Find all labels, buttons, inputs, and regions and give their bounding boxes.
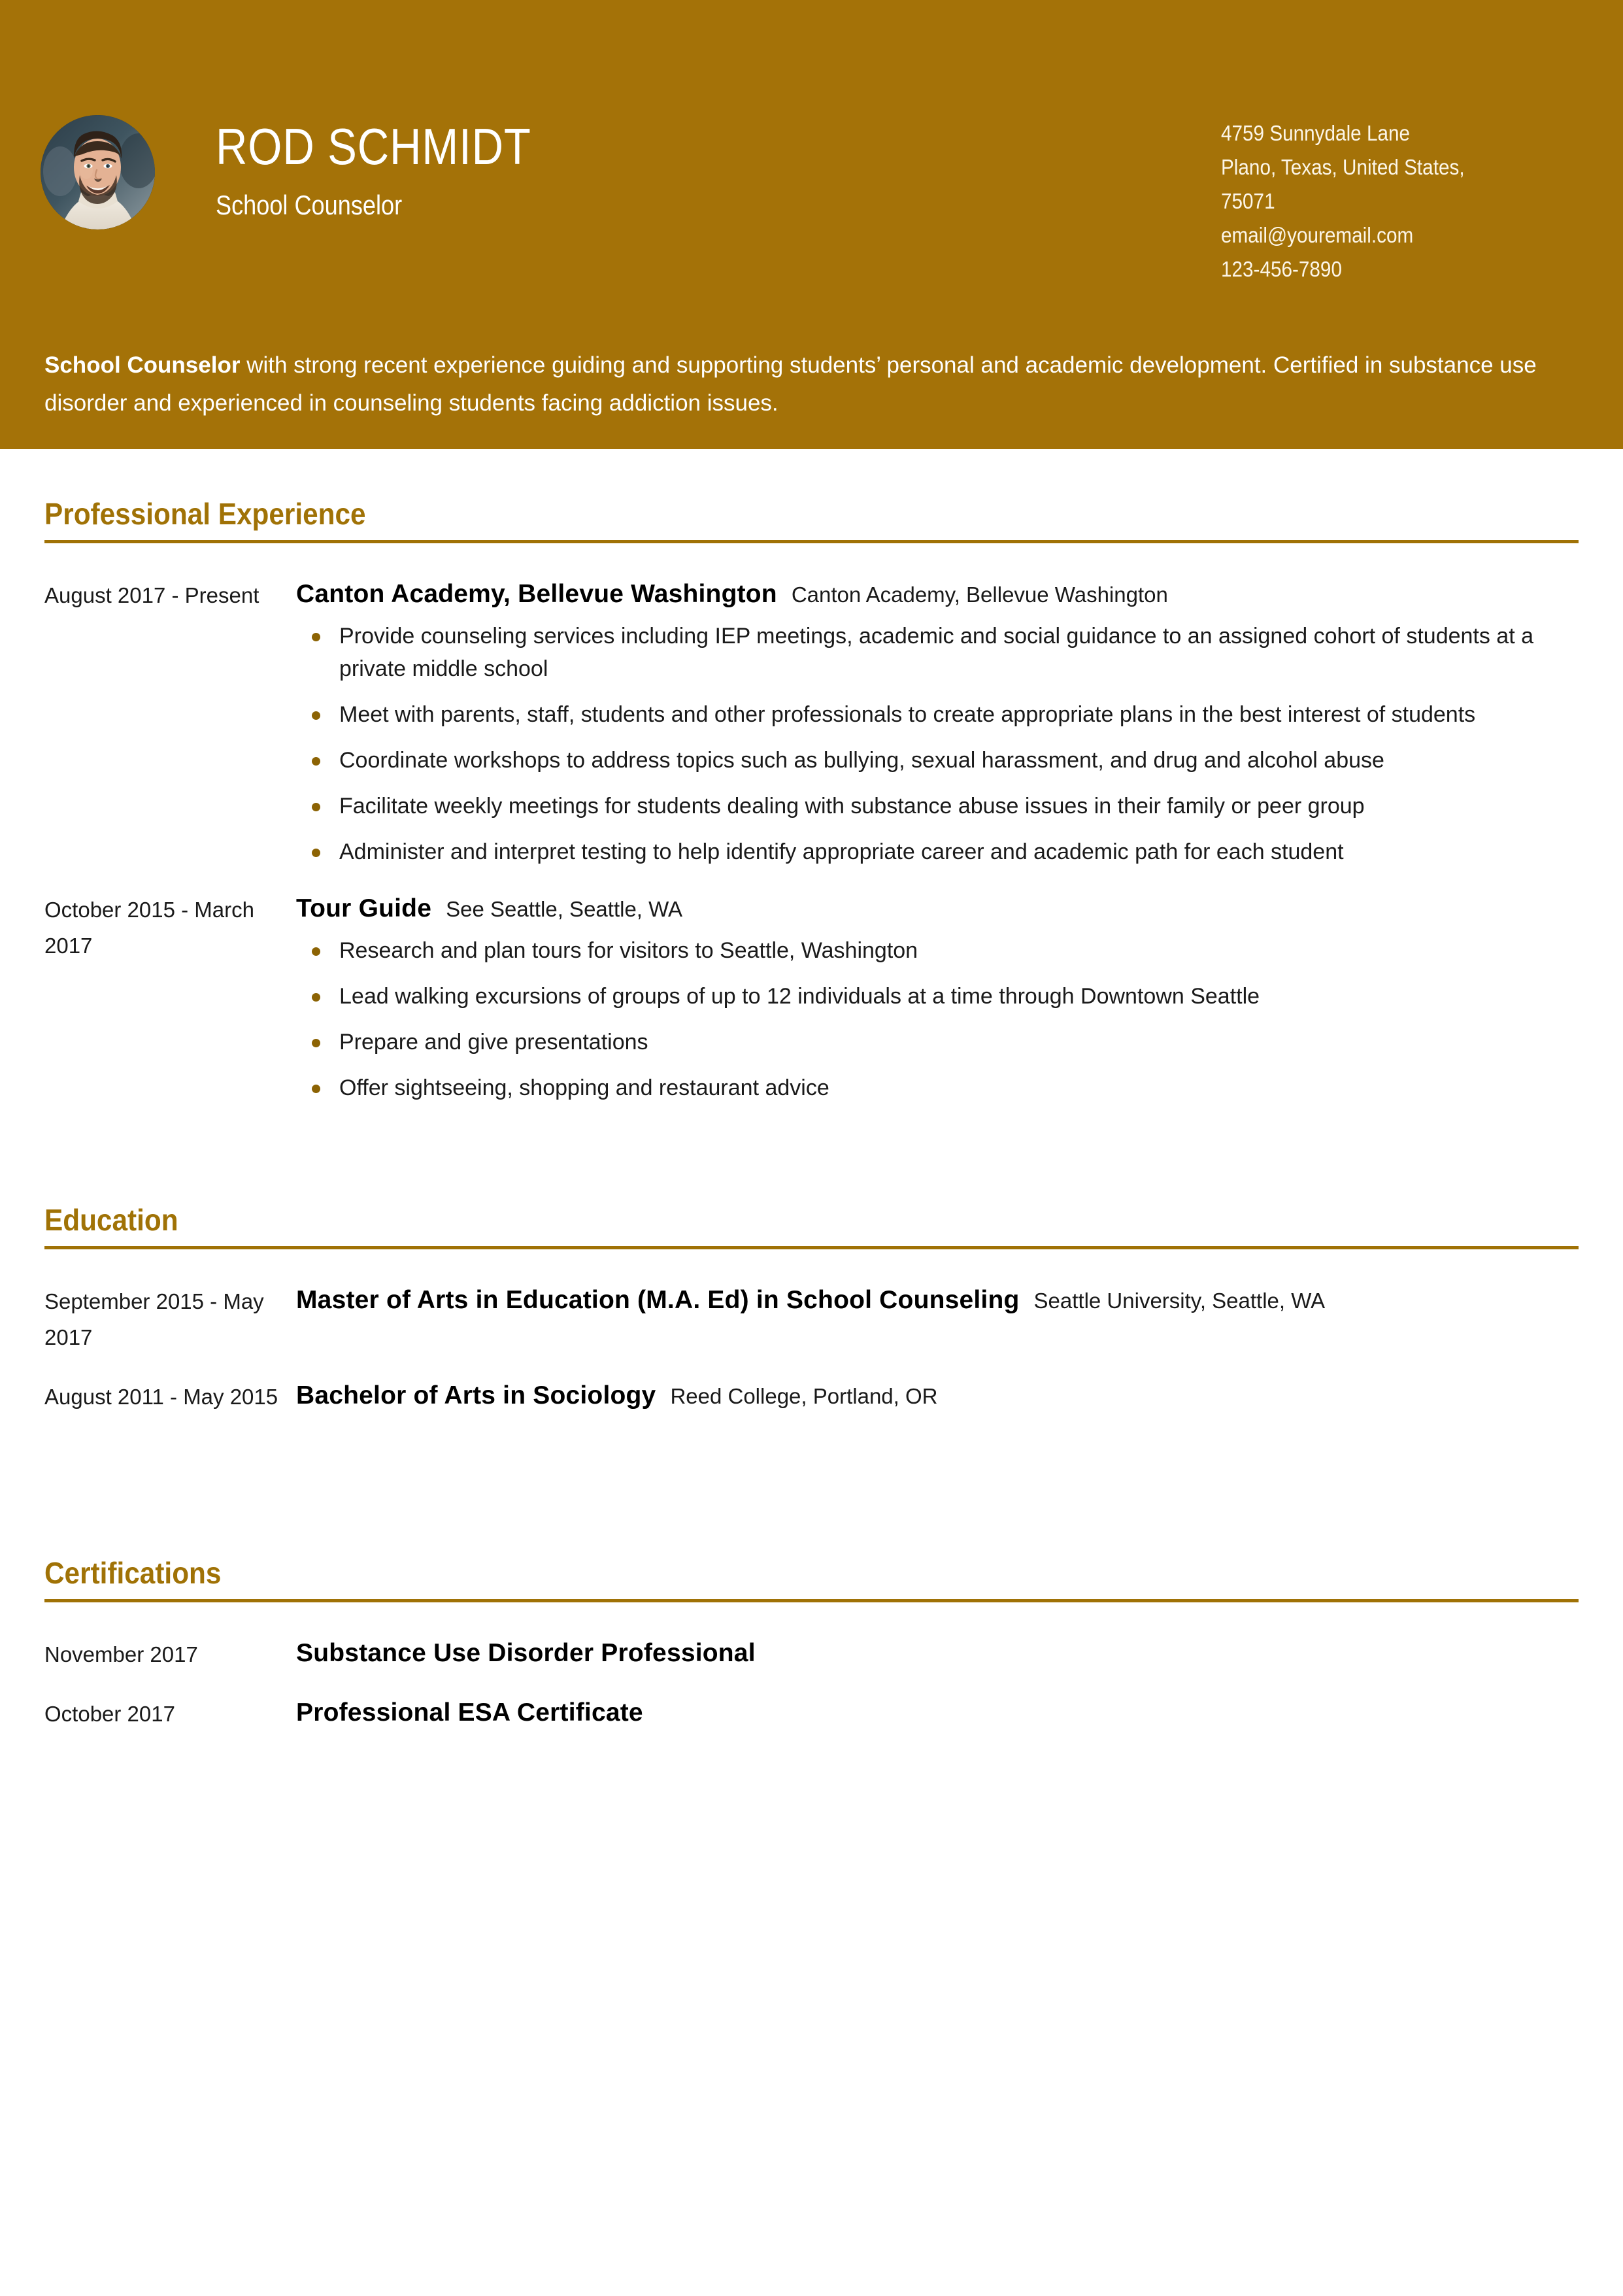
bullet-text: Meet with parents, staff, students and other professionals to create appropriate plans in the best interest of students — [339, 702, 1476, 727]
bullet-text: Administer and interpret testing to help identify appropriate career and academic path for each student — [339, 839, 1344, 864]
bullet-text: Coordinate workshops to address topics such as bullying, sexual harassment, and drug and alcohol abuse — [339, 748, 1384, 773]
entry-body — [296, 1283, 1579, 1318]
bullet-text: Research and plan tours for visitors to Seattle, Washington — [339, 938, 918, 963]
section-title-certifications: Certifications — [44, 1556, 222, 1590]
entry-body — [296, 1636, 1579, 1670]
entry-body — [296, 577, 1579, 868]
section-divider — [44, 1599, 1579, 1602]
entry-subtitle: See Seattle, Seattle, WA — [446, 897, 683, 921]
avatar — [41, 115, 155, 229]
list-item — [296, 980, 1579, 1013]
entry — [44, 1636, 1579, 1672]
bullet-text: Lead walking excursions of groups of up to 12 individuals at a time through Downtown Seattle — [339, 984, 1260, 1009]
bullet-dot-icon — [312, 803, 320, 811]
entry-date: August 2017 - Present — [44, 583, 259, 607]
entry-subtitle: Seattle University, Seattle, WA — [1033, 1289, 1326, 1313]
entry-date: October 2015 - March 2017 — [44, 898, 254, 958]
entry-heading — [296, 1696, 1579, 1730]
entry — [44, 1696, 1579, 1732]
section-education — [44, 1203, 1579, 1415]
section-title-education: Education — [44, 1203, 178, 1237]
header-band — [0, 0, 1623, 449]
bullet-dot-icon — [312, 757, 320, 766]
entry-org: Tour Guide — [296, 894, 432, 922]
name-block — [216, 119, 1131, 221]
contact-address-line1: 4759 Sunnydale Lane — [1221, 121, 1411, 145]
bullet-list — [296, 934, 1579, 1104]
entry-body — [296, 892, 1579, 1104]
entry-date: September 2015 - May 2017 — [44, 1289, 264, 1349]
section-divider — [44, 1246, 1579, 1249]
section-divider — [44, 540, 1579, 543]
list-item — [296, 934, 1579, 967]
entry-heading — [296, 892, 1579, 926]
job-title: School Counselor — [216, 190, 403, 220]
bullet-dot-icon — [312, 993, 320, 1002]
entry-org: Substance Use Disorder Professional — [296, 1639, 756, 1667]
list-item — [296, 1072, 1579, 1104]
entry-org: Professional ESA Certificate — [296, 1698, 643, 1727]
summary-rest-text: with strong recent experience guiding and supporting students’ personal and academic development. Certified in substance use disorder and experienced in counseling students facing addiction issues. — [44, 352, 1537, 416]
contact-address-line2: Plano, Texas, United States, — [1221, 155, 1465, 179]
entry-date: November 2017 — [44, 1642, 198, 1666]
entry-date: August 2011 - May 2015 — [44, 1385, 278, 1409]
bullet-dot-icon — [312, 1085, 320, 1093]
contact-phone[interactable]: 123-456-7890 — [1221, 257, 1342, 281]
list-item — [296, 744, 1579, 777]
entry-date: October 2017 — [44, 1702, 175, 1726]
contact-zip: 75071 — [1221, 189, 1275, 213]
entry — [44, 892, 1579, 1104]
bullet-text: Provide counseling services including IEP meetings, academic and social guidance to an assigned cohort of students at a private middle school — [339, 624, 1534, 681]
bullet-dot-icon — [312, 711, 320, 720]
section-certifications — [44, 1556, 1579, 1732]
entry — [44, 1283, 1579, 1355]
entry-org: Canton Academy, Bellevue Washington — [296, 580, 777, 608]
entry-body — [296, 1379, 1579, 1413]
section-title-professional-experience: Professional Experience — [44, 497, 366, 531]
bullet-dot-icon — [312, 947, 320, 956]
entry-org: Bachelor of Arts in Sociology — [296, 1381, 656, 1410]
entry-subtitle: Reed College, Portland, OR — [670, 1384, 938, 1408]
bullet-text: Facilitate weekly meetings for students dealing with substance abuse issues in their family or peer group — [339, 794, 1365, 819]
entry-heading — [296, 1379, 1579, 1413]
page-title: ROD SCHMIDT — [216, 118, 531, 175]
entry-org: Master of Arts in Education (M.A. Ed) in School Counseling — [296, 1286, 1020, 1314]
contact-block — [1221, 116, 1561, 286]
bullet-dot-icon — [312, 633, 320, 641]
entry-heading — [296, 1636, 1579, 1670]
entry-subtitle: Canton Academy, Bellevue Washington — [791, 582, 1168, 607]
bullet-dot-icon — [312, 849, 320, 857]
list-item — [296, 620, 1579, 685]
entry — [44, 1379, 1579, 1415]
contact-email[interactable]: email@youremail.com — [1221, 223, 1414, 247]
bullet-dot-icon — [312, 1039, 320, 1047]
summary-paragraph — [44, 346, 1567, 422]
section-professional-experience — [44, 497, 1579, 1104]
entry-heading — [296, 577, 1579, 612]
list-item — [296, 836, 1579, 868]
entry-body — [296, 1696, 1579, 1730]
summary-role-bold: School Counselor — [44, 352, 241, 378]
entry-heading — [296, 1283, 1579, 1318]
bullet-text: Offer sightseeing, shopping and restaurant advice — [339, 1075, 829, 1100]
list-item — [296, 698, 1579, 731]
bullet-list — [296, 620, 1579, 868]
list-item — [296, 790, 1579, 822]
entry — [44, 577, 1579, 868]
bullet-text: Prepare and give presentations — [339, 1030, 648, 1055]
list-item — [296, 1026, 1579, 1058]
